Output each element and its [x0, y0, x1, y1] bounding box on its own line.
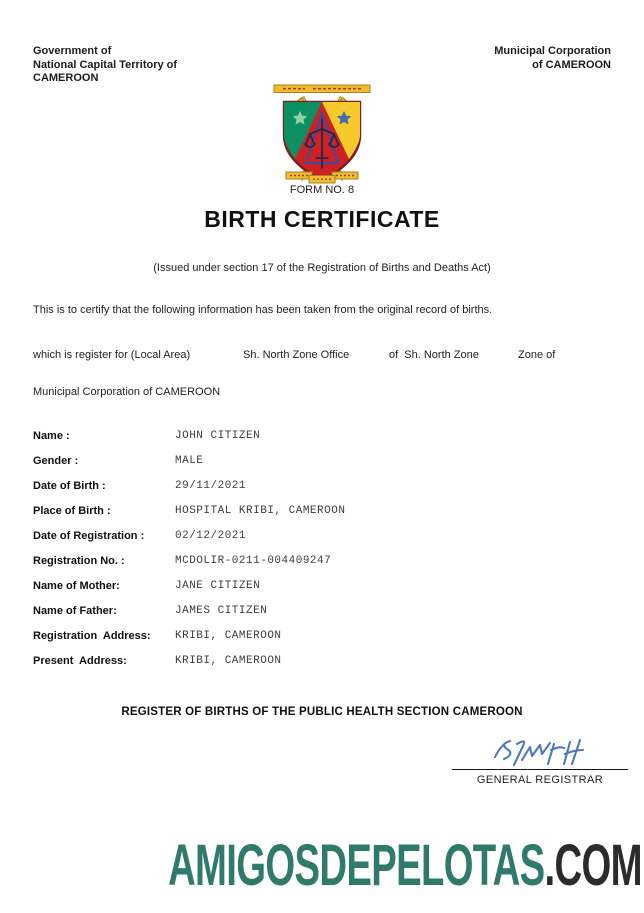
register-office-value: Sh. North Zone Office: [243, 349, 350, 361]
field-value: MCDOLIR-0211-004409247: [175, 555, 332, 567]
field-row-date-of-birth: [33, 480, 593, 505]
field-row-name: [33, 430, 593, 455]
field-row-registration-no: [33, 555, 593, 580]
issuing-authority-left: [33, 45, 177, 86]
issuing-authority-line: CAMEROON: [33, 72, 99, 84]
field-value: 02/12/2021: [175, 530, 247, 542]
register-corporation-line: Municipal Corporation of CAMEROON: [33, 386, 221, 398]
field-label: Present Address:: [33, 655, 127, 667]
field-value: MALE: [175, 455, 204, 467]
field-label: Name of Father:: [33, 605, 117, 617]
certification-statement: This is to certify that the following information has been taken from the original record of births.: [33, 304, 493, 316]
field-label: Place of Birth :: [33, 505, 111, 517]
field-row-date-of-registration: [33, 530, 593, 555]
field-value: JOHN CITIZEN: [175, 430, 261, 442]
register-area-line: [0, 349, 644, 363]
registrar-signature-block: [452, 769, 628, 788]
field-row-name-of-mother: [33, 580, 593, 605]
field-label: Date of Registration :: [33, 530, 145, 542]
form-number: FORM NO. 8: [289, 184, 355, 196]
field-value: JANE CITIZEN: [175, 580, 261, 592]
register-of-births-title: REGISTER OF BIRTHS OF THE PUBLIC HEALTH SECTION CAMEROON: [121, 706, 523, 718]
signature-scribble-svg: [487, 735, 599, 769]
field-label: Name :: [33, 430, 70, 442]
field-row-name-of-father: [33, 605, 593, 630]
field-label: Registration No. :: [33, 555, 125, 567]
coat-of-arms-svg: [261, 84, 383, 188]
field-label: Date of Birth :: [33, 480, 106, 492]
issuing-authority-line: Government of: [33, 45, 112, 57]
register-zone-of-label: Zone of: [518, 349, 556, 361]
field-row-gender: [33, 455, 593, 480]
issuing-authority-line: of CAMEROON: [532, 58, 611, 71]
register-zone-value: of Sh. North Zone: [389, 349, 479, 361]
field-value: KRIBI, CAMEROON: [175, 655, 282, 667]
field-value: HOSPITAL KRIBI, CAMEROON: [175, 505, 346, 517]
field-row-place-of-birth: [33, 505, 593, 530]
field-label: Registration Address:: [33, 630, 151, 642]
field-label: Gender :: [33, 455, 79, 467]
registrar-title: GENERAL REGISTRAR: [476, 774, 604, 786]
document-subtitle: (Issued under section 17 of the Registration of Births and Deaths Act): [153, 262, 491, 274]
cameroon-coat-of-arms-icon: [261, 84, 383, 188]
register-area-label: which is register for (Local Area): [33, 349, 191, 361]
certificate-fields: [33, 430, 593, 680]
field-value: 29/11/2021: [175, 480, 247, 492]
field-label: Name of Mother:: [33, 580, 120, 592]
site-watermark: [168, 833, 642, 898]
issuing-authority-line: Municipal Corporation: [494, 45, 611, 57]
field-row-present-address: [33, 655, 593, 680]
watermark-brand: AMIGOSDEPELOTAS: [168, 833, 545, 898]
document-title: BIRTH CERTIFICATE: [204, 206, 440, 232]
registrar-signature-icon: [487, 735, 599, 769]
issuing-authority-line: National Capital Territory of: [33, 58, 178, 71]
issuing-authority-right: [494, 45, 611, 72]
field-row-registration-address: [33, 630, 593, 655]
watermark-tld: .COM: [544, 833, 642, 898]
field-value: KRIBI, CAMEROON: [175, 630, 282, 642]
field-value: JAMES CITIZEN: [175, 605, 268, 617]
